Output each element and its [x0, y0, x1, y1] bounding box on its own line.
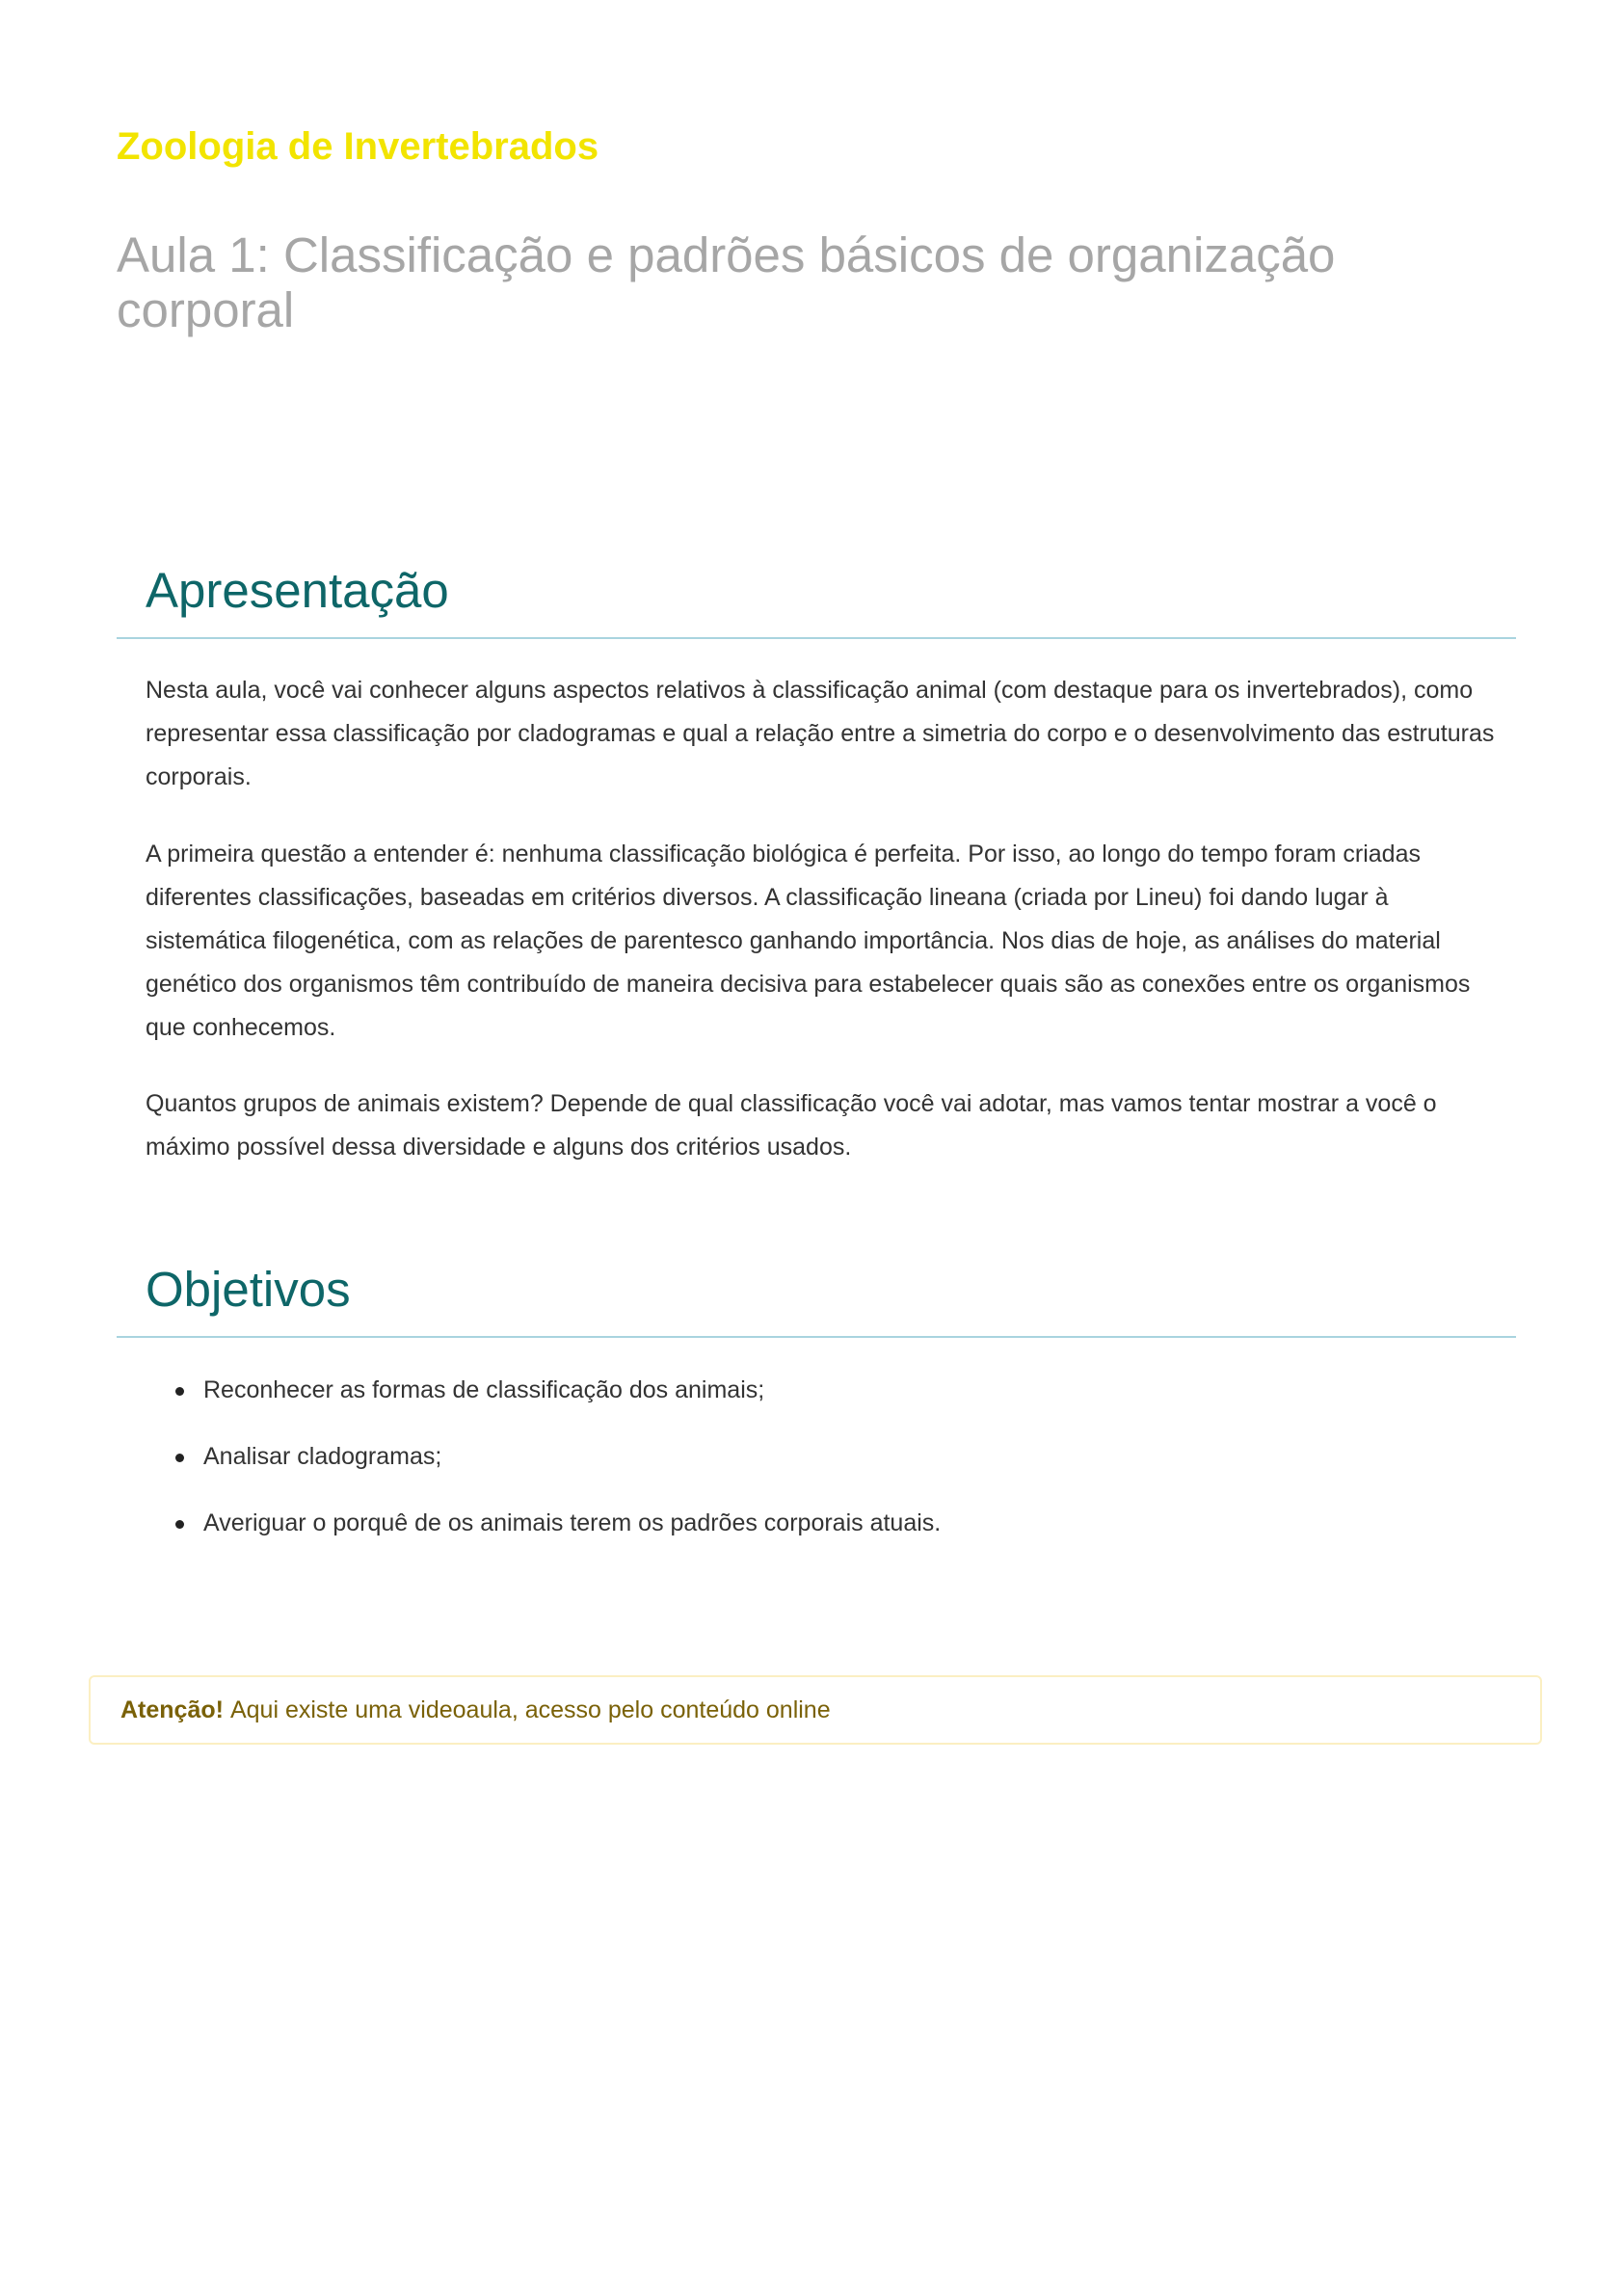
objective-text: Analisar cladogramas; — [203, 1443, 442, 1470]
bullet-icon — [175, 1387, 184, 1396]
objective-item — [146, 1369, 1476, 1412]
course-title: Zoologia de Invertebrados — [117, 125, 599, 168]
alert-label: Atenção! — [120, 1695, 224, 1723]
alert-text: Aqui existe uma videoaula, acesso pelo conteúdo online — [229, 1695, 831, 1723]
lesson-title: Aula 1: Classificação e padrões básicos de organização corporal — [117, 227, 1336, 337]
objective-item — [146, 1435, 1476, 1479]
bullet-icon — [175, 1520, 184, 1529]
section-heading-objectives: Objetivos — [117, 1261, 1516, 1338]
objective-item — [146, 1502, 1476, 1545]
presentation-paragraph-1: Nesta aula, você vai conhecer alguns aspectos relativos à classificação animal (com destaque para os invertebrados), como representar essa classificação por cladogramas e qual a relação entre a simetria do corpo e o desenvolvimento das estruturas corporais. — [146, 677, 1495, 790]
bullet-icon — [175, 1454, 184, 1462]
presentation-paragraph-3: Quantos grupos de animais existem? Depende de qual classificação você vai adotar, mas vamos tentar mostrar a você o máximo possível dessa diversidade e alguns dos critérios usados. — [146, 1090, 1437, 1161]
objectives-list — [146, 1369, 1476, 1568]
presentation-paragraph-2: A primeira questão a entender é: nenhuma classificação biológica é perfeita. Por isso, ao longo do tempo foram criadas diferentes classificações, baseadas em critérios diversos. A classificação lineana (criada por Lineu) foi dando lugar à sistemática filogenética, com as relações de parentesco ganhando importância. Nos dias de hoje, as análises do material genético dos organismos têm contribuído de maneira decisiva para estabelecer quais são as conexões entre os organismos que conhecemos. — [146, 841, 1471, 1041]
section-heading-presentation: Apresentação — [117, 562, 1516, 639]
objective-text: Averiguar o porquê de os animais terem os padrões corporais atuais. — [203, 1509, 942, 1536]
video-alert-box — [89, 1675, 1542, 1745]
objective-text: Reconhecer as formas de classificação dos animais; — [203, 1376, 765, 1403]
